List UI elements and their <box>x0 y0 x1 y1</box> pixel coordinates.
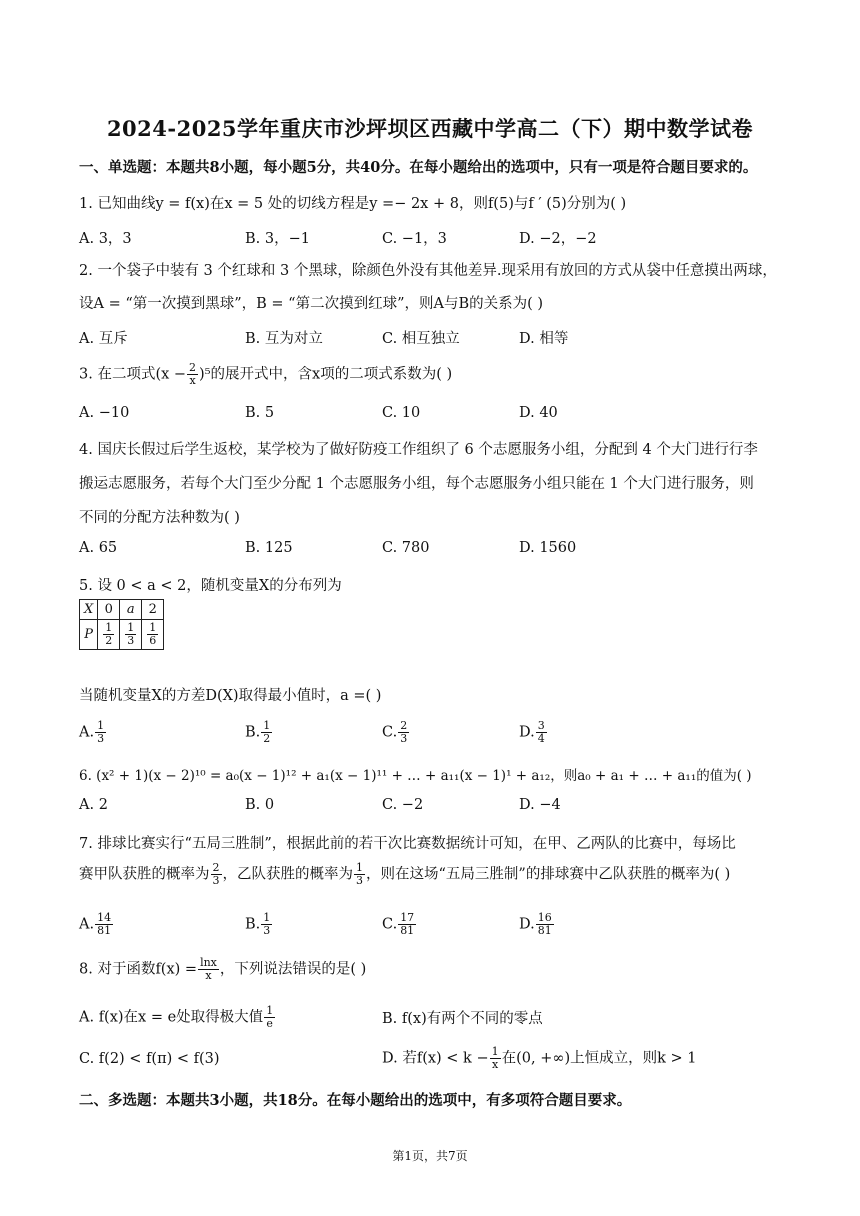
question-7-stem-line2 <box>79 862 730 887</box>
q4-option-a: A. 65 <box>79 540 118 556</box>
question-7-stem-line1: 7. 排球比赛实行“五局三胜制”，根据此前的若干次比赛数据统计可知，在甲、乙两队的比赛中，每场比 <box>79 836 736 852</box>
q5-option-b <box>245 720 273 745</box>
q3-stem-pre: 3. 在二项式(x − <box>79 366 187 383</box>
frac-den: 4 <box>537 732 545 745</box>
frac-num: 17 <box>400 911 415 924</box>
frac-num: lnx <box>200 956 217 969</box>
frac-den: 3 <box>127 634 135 647</box>
frac-den: 81 <box>97 924 112 937</box>
option-label: D. <box>519 724 535 741</box>
question-2-stem-line2: 设A = “第一次摸到黑球”，B = “第二次摸到红球”，则A与B的关系为( ) <box>79 296 544 312</box>
q8-option-a <box>79 1005 276 1030</box>
q7-option-c <box>382 912 417 937</box>
table-cell: P <box>80 620 98 650</box>
section-heading-single-choice: 一、单选题：本题共8小题，每小题5分，共40分。在每小题给出的选项中，只有一项是符合题目要求的。 <box>79 159 758 176</box>
q2-option-a: A. 互斥 <box>79 331 128 347</box>
q1-option-c: C. −1，3 <box>382 231 447 247</box>
question-6-stem: 6. (x² + 1)(x − 2)¹⁰ = a₀(x − 1)¹² + a₁(x − 1)¹¹ + … + a₁₁(x − 1)¹ + a₁₂，则a₀ + a₁ + … + a₁₁的值为( ) <box>79 768 752 784</box>
q6-option-c: C. −2 <box>382 797 424 813</box>
q3-frac-den: x <box>189 374 196 387</box>
q7-text-b: ，乙队获胜的概率为 <box>222 866 353 883</box>
table-cell: 0 <box>98 600 120 620</box>
frac-den: 3 <box>212 874 220 887</box>
table-cell: a <box>120 600 142 620</box>
frac-den: 3 <box>356 874 363 887</box>
option-label: A. <box>79 724 95 741</box>
option-label: B. <box>245 916 261 933</box>
distribution-table <box>79 599 164 650</box>
q2-option-c: C. 相互独立 <box>382 331 460 347</box>
q7-text-a: 赛甲队获胜的概率为 <box>79 866 210 883</box>
q7-option-d <box>519 912 555 937</box>
frac-den: 3 <box>97 732 105 745</box>
question-4-stem-line3: 不同的分配方法种数为( ) <box>79 510 240 526</box>
q2-option-b: B. 互为对立 <box>245 331 323 347</box>
q5-option-d <box>519 720 548 745</box>
option-label: B. <box>245 724 261 741</box>
frac-den: 81 <box>537 924 552 937</box>
frac-num: 1 <box>105 621 113 634</box>
table-row <box>80 620 164 650</box>
frac-num: 2 <box>400 719 408 732</box>
frac-den: x <box>205 969 212 982</box>
frac-num: 14 <box>97 911 112 924</box>
option-label: C. <box>382 724 398 741</box>
question-3-stem <box>79 362 452 387</box>
q3-option-a: A. −10 <box>79 405 130 421</box>
q5-option-a <box>79 720 107 745</box>
q4-option-b: B. 125 <box>245 540 293 556</box>
frac-den: 3 <box>400 732 408 745</box>
frac-den: x <box>492 1058 499 1071</box>
q1-option-d: D. −2，−2 <box>519 231 597 247</box>
frac-num: 1 <box>263 719 271 732</box>
frac-den: 3 <box>263 924 271 937</box>
table-row <box>80 600 164 620</box>
q8-option-d-post: 在(0, +∞)上恒成立，则k > 1 <box>501 1050 697 1067</box>
question-2-stem-line1: 2. 一个袋子中装有 3 个红球和 3 个黑球，除颜色外没有其他差异.现采用有放回的方式从袋中任意摸出两球， <box>79 263 777 279</box>
q8-option-d-pre: D. 若f(x) < k − <box>382 1050 489 1067</box>
frac-num: 1 <box>266 1004 274 1017</box>
question-4-stem-line2: 搬运志愿服务，若每个大门至少分配 1 个志愿服务小组，每个志愿服务小组只能在 1 个大门进行服务，则 <box>79 476 754 492</box>
frac-den: 2 <box>105 634 113 647</box>
option-label: C. <box>382 916 398 933</box>
frac-num: 3 <box>537 719 545 732</box>
table-cell <box>142 620 164 650</box>
q8-option-a-text: A. f(x)在x = e处取得极大值 <box>79 1009 264 1026</box>
q8-stem-post: ，下列说法错误的是( ) <box>219 961 367 978</box>
frac-num: 1 <box>149 621 157 634</box>
q1-option-a: A. 3，3 <box>79 231 132 247</box>
q8-option-b: B. f(x)有两个不同的零点 <box>382 1011 543 1027</box>
q3-fraction <box>187 362 198 387</box>
q4-option-d: D. 1560 <box>519 540 577 556</box>
q6-option-b: B. 0 <box>245 797 275 813</box>
frac-den: 6 <box>149 634 157 647</box>
frac-num: 2 <box>212 861 220 874</box>
question-5-question: 当随机变量X的方差D(X)取得最小值时，a =( ) <box>79 688 382 704</box>
question-4-stem-line1: 4. 国庆长假过后学生返校，某学校为了做好防疫工作组织了 6 个志愿服务小组，分配到 4 个大门进行行李 <box>79 442 758 458</box>
table-cell: 2 <box>142 600 164 620</box>
frac-num: 1 <box>263 911 271 924</box>
q6-option-a: A. 2 <box>79 797 108 813</box>
q3-stem-post: )⁵的展开式中，含x项的二项式系数为( ) <box>199 366 453 383</box>
table-cell <box>120 620 142 650</box>
frac-num: 1 <box>356 861 363 874</box>
q8-option-c: C. f(2) < f(π) < f(3) <box>79 1051 220 1067</box>
frac-num: 1 <box>491 1045 499 1058</box>
question-5-stem: 5. 设 0 < a < 2，随机变量X的分布列为 <box>79 578 342 594</box>
section-heading-multi-choice: 二、多选题：本题共3小题，共18分。在每小题给出的选项中，有多项符合题目要求。 <box>79 1092 632 1109</box>
q3-option-c: C. 10 <box>382 405 421 421</box>
q8-stem-pre: 8. 对于函数f(x) = <box>79 961 198 978</box>
q7-option-b <box>245 912 273 937</box>
q2-option-d: D. 相等 <box>519 331 569 347</box>
q3-frac-num: 2 <box>189 361 197 374</box>
q3-option-d: D. 40 <box>519 405 558 421</box>
page-title: 2024-2025学年重庆市沙坪坝区西藏中学高二（下）期中数学试卷 <box>106 116 754 141</box>
option-label: D. <box>519 916 535 933</box>
table-cell: X <box>80 600 98 620</box>
frac-num: 1 <box>127 621 135 634</box>
q5-option-c <box>382 720 410 745</box>
frac-num: 1 <box>97 719 105 732</box>
q7-text-c: ，则在这场“五局三胜制”的排球赛中乙队获胜的概率为( ) <box>366 866 731 883</box>
q4-option-c: C. 780 <box>382 540 430 556</box>
q3-option-b: B. 5 <box>245 405 275 421</box>
page-footer: 第1页，共7页 <box>392 1149 468 1163</box>
q8-option-d <box>382 1046 696 1071</box>
q6-option-d: D. −4 <box>519 797 561 813</box>
frac-den: 2 <box>263 732 271 745</box>
q7-option-a <box>79 912 114 937</box>
q1-option-b: B. 3，−1 <box>245 231 310 247</box>
frac-den: 81 <box>400 924 415 937</box>
option-label: A. <box>79 916 95 933</box>
question-8-stem <box>79 957 366 982</box>
table-cell <box>98 620 120 650</box>
frac-num: 16 <box>537 911 552 924</box>
question-1-stem: 1. 已知曲线y = f(x)在x = 5 处的切线方程是y =− 2x + 8，则f(5)与f ′ (5)分别为( ) <box>79 196 627 212</box>
frac-den: e <box>266 1017 273 1030</box>
